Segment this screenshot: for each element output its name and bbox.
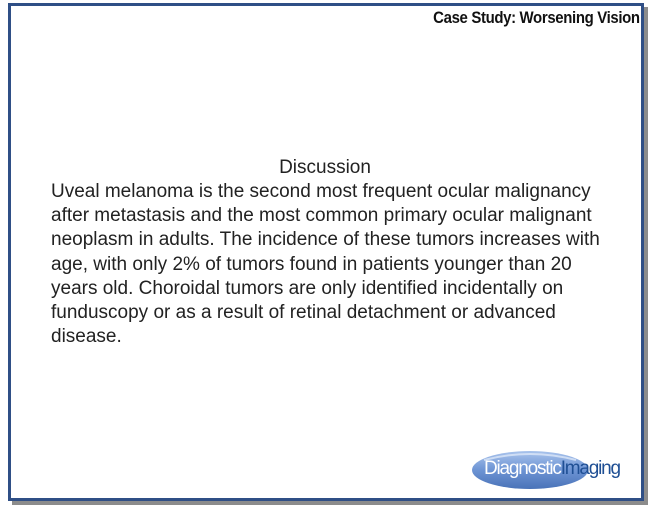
logo-word-diagnostic: Diagnostic (484, 458, 561, 479)
slide-title: Case Study: Worsening Vision (433, 8, 640, 27)
diagnostic-imaging-logo (470, 446, 638, 494)
discussion-section (51, 156, 611, 349)
discussion-body: Uveal melanoma is the second most frequent ocular malignancy after metastasis and the most common primary ocular malignant neoplasm in adults. The incidence of these tumors increases with age, with only 2% of tumors found in patients younger than 20 years old. Choroidal tumors are only identified incidentally on funduscopy or as a result of retinal detachment or advanced disease. (51, 181, 600, 348)
discussion-heading: Discussion (279, 157, 371, 178)
logo-word-imaging: Imaging (560, 458, 620, 479)
logo-wordmark (484, 458, 620, 480)
